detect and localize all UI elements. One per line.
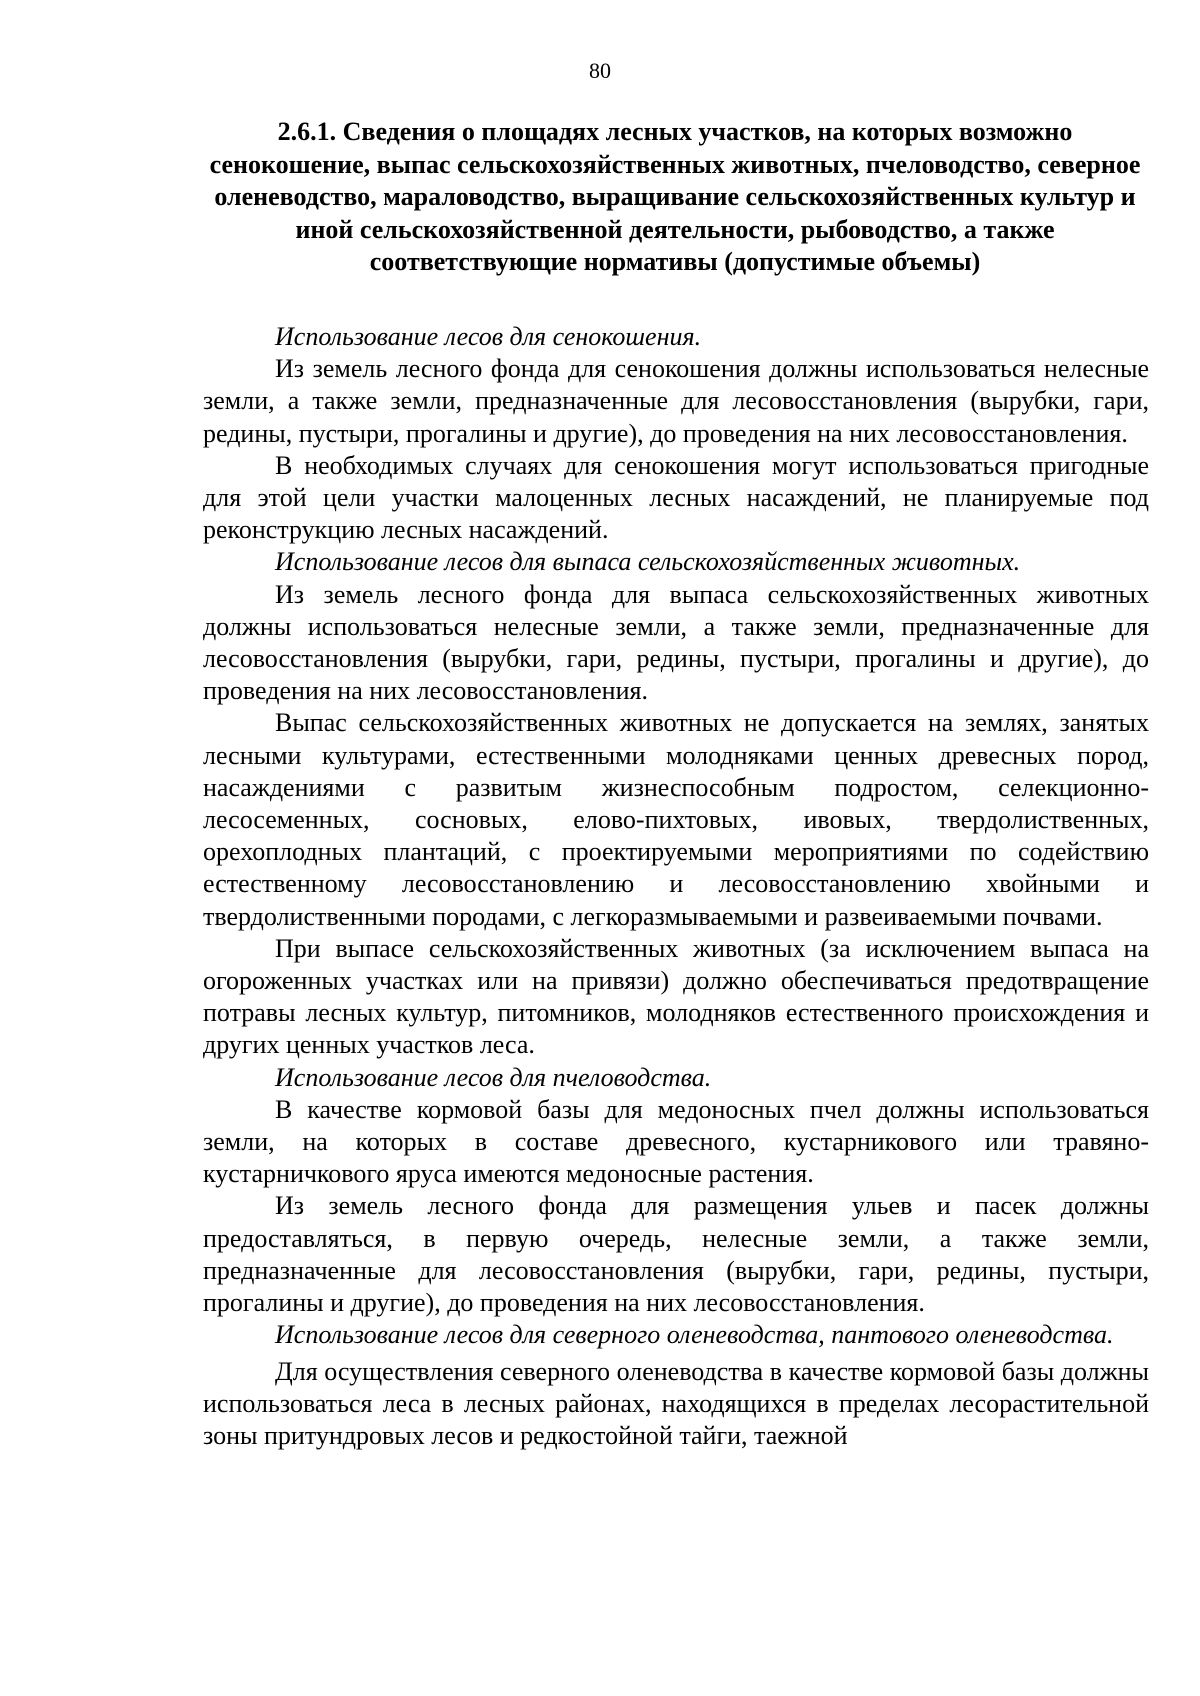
section-subheading: Использование лесов для выпаса сельскохозяйственных животных. (275, 547, 1021, 577)
body-paragraph: Выпас сельскохозяйственных животных не допускается на землях, занятых лесными культурами, естественными молодняками ценных древесных пород, насаждениями с развитым жизнеспособным подростом, селекционно-лесосеменных, сосновых, елово-пихтовых, ивовых, твердолиственных, орехоплодных плантаций, с проектируемыми мероприятиями по содействию естественному лесовосстановлению и лесовосстановлению хвойными и твердолиственными породами, с легкоразмываемыми и развеиваемыми почвами. (203, 708, 1149, 931)
body-paragraph: Из земель лесного фонда для размещения ульев и пасек должны предоставляться, в первую очередь, нелесные земли, а также земли, предназначенные для лесовосстановления (вырубки, гари, редины, пустыри, прогалины и другие), до проведения на них лесовосстановления. (203, 1191, 1149, 1318)
page-number: 80 (589, 58, 611, 83)
section-subheading: Использование лесов для сенокошения. (275, 322, 702, 351)
section-subheading: Использование лесов для пчеловодства. (275, 1062, 712, 1092)
body-paragraph: В необходимых случаях для сенокошения могут использоваться пригодные для этой цели участки малоценных лесных насаждений, не планируемые под реконструкцию лесных насаждений. (203, 450, 1149, 545)
body-paragraph: При выпасе сельскохозяйственных животных (за исключением выпаса на огороженных участках или на привязи) должно обеспечиваться предотвращение потравы лесных культур, питомников, молодняков естественного происхождения и других ценных участков леса. (203, 933, 1149, 1060)
body-paragraph: Из земель лесного фонда для сенокошения должны использоваться нелесные земли, а также земли, предназначенные для лесовосстановления (вырубки, гари, редины, пустыри, прогалины и другие), до проведения на них лесовосстановления. (203, 354, 1149, 448)
section-subheading: Использование лесов для северного оленеводства, пантового оленеводства. (275, 1320, 1114, 1350)
document-body (203, 321, 1149, 1452)
body-paragraph: Из земель лесного фонда для выпаса сельскохозяйственных животных должны использоваться нелесные земли, а также земли, предназначенные для лесовосстановления (вырубки, гари, редины, пустыри, прогалины и другие), до проведения на них лесовосстановления. (203, 579, 1149, 706)
body-paragraph: Для осуществления северного оленеводства в качестве кормовой базы должны использоваться леса в лесных районах, находящихся в пределах лесорастительной зоны притундровых лесов и редкостойной тайги, таежной (203, 1356, 1149, 1450)
section-heading: 2.6.1. Сведения о площадях лесных участков, на которых возможно сенокошение, выпас сельскохозяйственных животных, пчеловодство, северное оленеводство, мараловодство, выращивание сельскохозяйственных культур и иной сельскохозяйственной деятельности, рыбоводство, а также соответствующие нормативы (допустимые объемы) (209, 117, 1141, 276)
body-paragraph: В качестве кормовой базы для медоносных пчел должны использоваться земли, на которых в составе древесного, кустарникового или травяно-кустарничкового яруса имеются медоносные растения. (203, 1094, 1149, 1189)
